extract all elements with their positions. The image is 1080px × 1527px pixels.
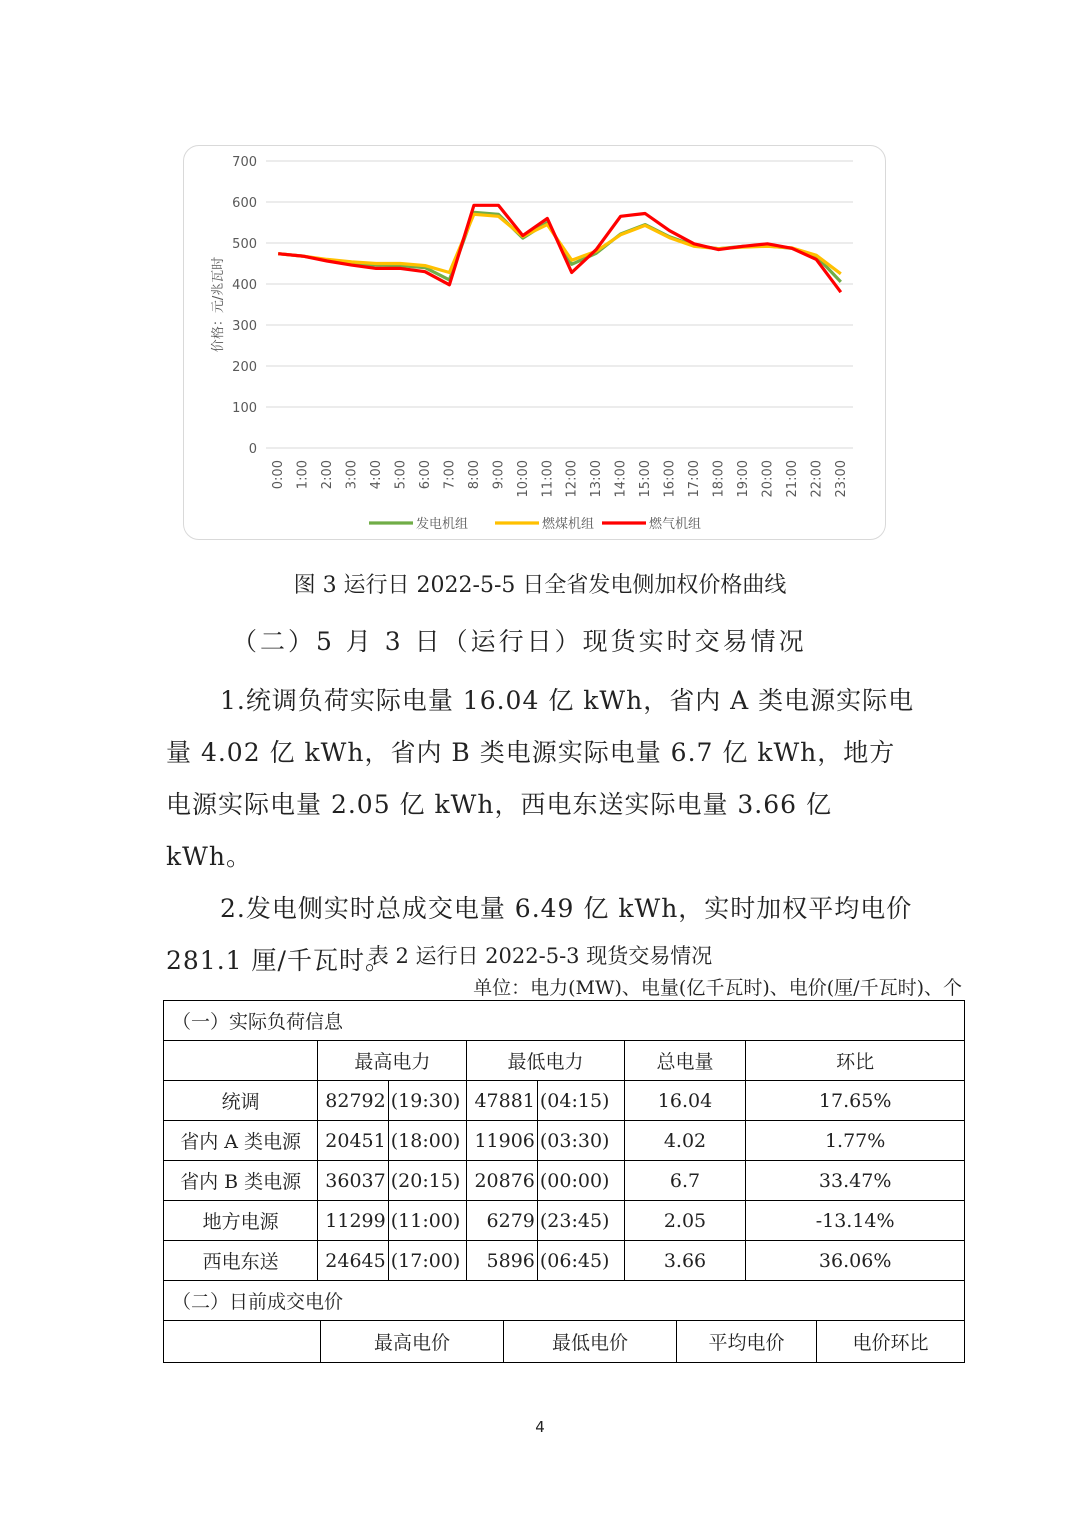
min-time: (04:15) (537, 1081, 624, 1121)
max-time: (19:30) (388, 1081, 467, 1121)
min-time: (03:30) (537, 1121, 624, 1161)
max-value: 20451 (318, 1121, 388, 1161)
max-time: (18:00) (388, 1121, 467, 1161)
x-tick-label: 2:00 (320, 460, 336, 490)
y-axis-label: 价格：元/兆瓦时 (211, 256, 226, 353)
x-tick-label: 3:00 (344, 460, 360, 490)
table-row (164, 1121, 965, 1161)
header-max-price: 最高电价 (321, 1321, 504, 1363)
header-total: 总电量 (624, 1041, 746, 1081)
header-blank (164, 1041, 318, 1081)
total-value: 6.7 (624, 1161, 746, 1201)
ratio-value: 1.77% (746, 1121, 965, 1161)
header-ratio: 环比 (746, 1041, 965, 1081)
max-value: 24645 (318, 1241, 388, 1281)
price-chart (183, 145, 886, 540)
table-header-row (164, 1041, 965, 1081)
header-min-price: 最低电价 (504, 1321, 677, 1363)
ratio-value: 17.65% (746, 1081, 965, 1121)
x-tick-label: 15:00 (638, 460, 654, 498)
header-min-power: 最低电力 (467, 1041, 624, 1081)
x-tick-label: 20:00 (760, 460, 776, 498)
x-tick-label: 8:00 (466, 460, 482, 490)
max-time: (17:00) (388, 1241, 467, 1281)
paragraph-1: 1.统调负荷实际电量 16.04 亿 kWh，省内 A 类电源实际电量 4.02 亿 kWh，省内 B 类电源实际电量 6.7 亿 kWh，地方电源实际电量 2.05 亿 kWh，西电东送实际电量 3.66 亿 kWh。 (166, 686, 915, 871)
total-value: 4.02 (624, 1121, 746, 1161)
x-tick-label: 13:00 (589, 460, 605, 498)
y-tick-label: 500 (232, 237, 257, 252)
ratio-value: -13.14% (746, 1201, 965, 1241)
x-tick-label: 5:00 (393, 460, 409, 490)
x-tick-label: 16:00 (662, 460, 678, 498)
max-value: 36037 (318, 1161, 388, 1201)
x-tick-label: 7:00 (442, 460, 458, 490)
y-tick-label: 100 (232, 401, 257, 416)
min-value: 11906 (467, 1121, 537, 1161)
x-tick-label: 9:00 (491, 460, 507, 490)
row-name: 统调 (164, 1081, 318, 1121)
x-tick-label: 19:00 (735, 460, 751, 498)
series-line (278, 205, 841, 292)
legend-label: 发电机组 (416, 517, 469, 532)
y-tick-label: 200 (232, 360, 257, 375)
section-title-price: （二）日前成交电价 (164, 1281, 965, 1321)
y-tick-label: 700 (232, 155, 257, 170)
min-value: 5896 (467, 1241, 537, 1281)
max-time: (20:15) (388, 1161, 467, 1201)
total-value: 16.04 (624, 1081, 746, 1121)
x-tick-label: 4:00 (369, 460, 385, 490)
min-time: (23:45) (537, 1201, 624, 1241)
x-tick-label: 14:00 (613, 460, 629, 498)
table-row (164, 1081, 965, 1121)
table-unit: 单位：电力(MW)、电量(亿千瓦时)、电价(厘/千瓦时)、个 (473, 977, 962, 999)
min-value: 47881 (467, 1081, 537, 1121)
x-tick-label: 6:00 (417, 460, 433, 490)
row-name: 地方电源 (164, 1201, 318, 1241)
table-header-row (164, 1321, 965, 1363)
page-number: 4 (535, 1418, 545, 1436)
x-tick-label: 22:00 (809, 460, 825, 498)
ratio-value: 36.06% (746, 1241, 965, 1281)
table-row (164, 1161, 965, 1201)
price-chart-svg (184, 146, 887, 541)
max-value: 11299 (318, 1201, 388, 1241)
y-tick-label: 600 (232, 196, 257, 211)
legend-label: 燃煤机组 (542, 517, 595, 532)
y-tick-label: 400 (232, 278, 257, 293)
paragraph-2: 2.发电侧实时总成交电量 6.49 亿 kWh，实时加权平均电价 281.1 厘/千瓦时。 (166, 894, 913, 975)
legend-label: 燃气机组 (649, 517, 702, 532)
header-price-ratio: 电价环比 (817, 1321, 965, 1363)
min-time: (00:00) (537, 1161, 624, 1201)
total-value: 2.05 (624, 1201, 746, 1241)
x-tick-label: 1:00 (295, 460, 311, 490)
x-tick-label: 21:00 (784, 460, 800, 498)
header-max-power: 最高电力 (318, 1041, 467, 1081)
min-value: 6279 (467, 1201, 537, 1241)
section-heading: （二）5 月 3 日（运行日）现货实时交易情况 (232, 627, 807, 656)
min-value: 20876 (467, 1161, 537, 1201)
ratio-value: 33.47% (746, 1161, 965, 1201)
min-time: (06:45) (537, 1241, 624, 1281)
table-row (164, 1241, 965, 1281)
max-time: (11:00) (388, 1201, 467, 1241)
row-name: 西电东送 (164, 1241, 318, 1281)
row-name: 省内 B 类电源 (164, 1161, 318, 1201)
figure-caption: 图 3 运行日 2022-5-5 日全省发电侧加权价格曲线 (293, 573, 787, 598)
header-avg-price: 平均电价 (677, 1321, 817, 1363)
x-tick-label: 17:00 (687, 460, 703, 498)
x-tick-label: 11:00 (540, 460, 556, 498)
row-name: 省内 A 类电源 (164, 1121, 318, 1161)
y-tick-label: 300 (232, 319, 257, 334)
price-header-table (163, 1320, 965, 1363)
header-blank (164, 1321, 321, 1363)
table-row (164, 1201, 965, 1241)
x-tick-label: 23:00 (833, 460, 849, 498)
load-info-table (163, 1000, 965, 1321)
x-tick-label: 18:00 (711, 460, 727, 498)
total-value: 3.66 (624, 1241, 746, 1281)
y-tick-label: 0 (248, 442, 257, 457)
max-value: 82792 (318, 1081, 388, 1121)
x-tick-label: 0:00 (271, 460, 287, 490)
table-caption: 表 2 运行日 2022-5-3 现货交易情况 (367, 944, 713, 968)
x-tick-label: 12:00 (564, 460, 580, 498)
section-title-load: （一）实际负荷信息 (164, 1001, 965, 1041)
x-tick-label: 10:00 (515, 460, 531, 498)
